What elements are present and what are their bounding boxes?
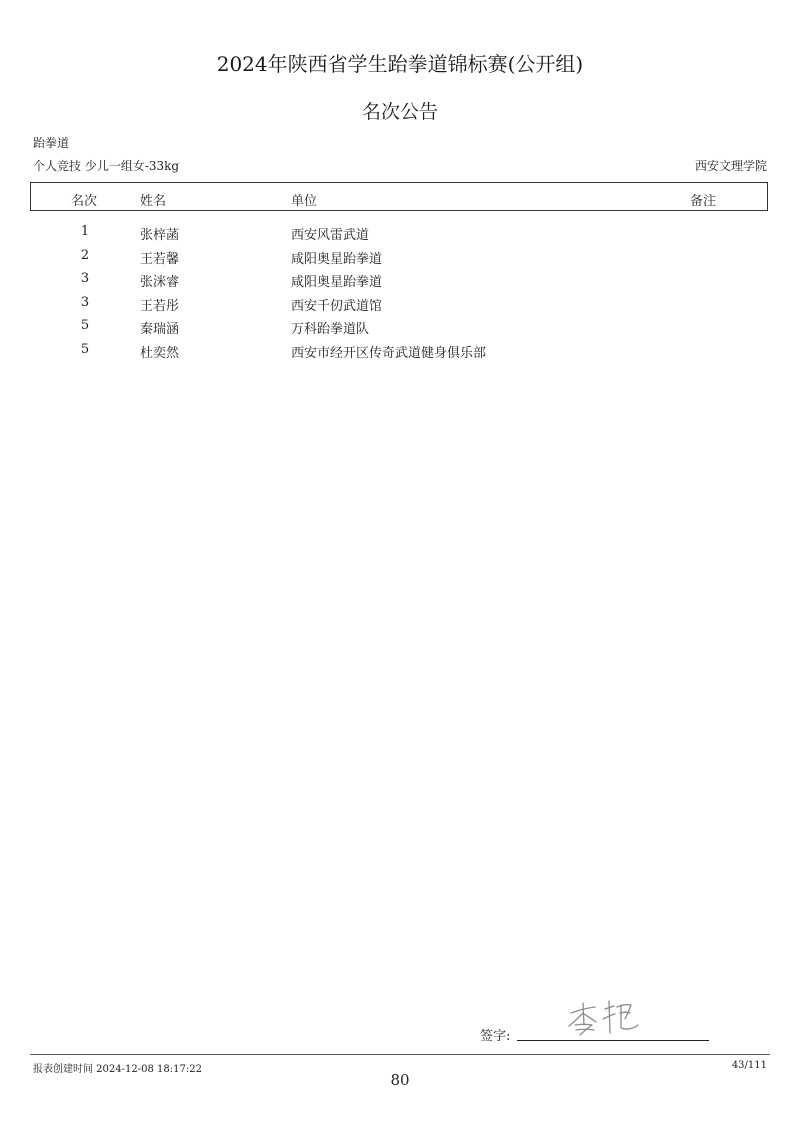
- column-header-note: 备注: [690, 194, 717, 209]
- page-count: 43/111: [731, 1060, 767, 1071]
- name-cell: 杜奕然: [140, 345, 180, 361]
- table-row: [0, 342, 800, 365]
- venue-label: 西安文理学院: [694, 159, 767, 173]
- column-header-unit: 单位: [291, 194, 318, 209]
- table-row: [0, 295, 800, 318]
- column-header-rank: 名次: [71, 194, 98, 209]
- page-number: 80: [390, 1071, 410, 1089]
- report-created-time: 报表创建时间 2024-12-08 18:17:22: [33, 1064, 202, 1075]
- unit-cell: 咸阳奥星跆拳道: [291, 251, 383, 267]
- document-subtitle: 名次公告: [361, 101, 438, 123]
- unit-cell: 西安风雷武道: [291, 228, 370, 243]
- name-cell: 张梓菡: [140, 228, 180, 243]
- column-header-name: 姓名: [140, 194, 167, 209]
- signature-line: [517, 1040, 709, 1041]
- document-title: 2024年陕西省学生跆拳道锦标赛(公开组): [216, 52, 584, 76]
- rank-cell: 2: [80, 247, 90, 263]
- name-cell: 秦瑞涵: [140, 322, 180, 337]
- rank-cell: 3: [80, 271, 90, 286]
- name-cell: 王若彤: [140, 298, 180, 314]
- unit-cell: 万科跆拳道队: [291, 322, 370, 337]
- sport-label: 跆拳道: [33, 136, 70, 150]
- signature-label: 签字:: [480, 1029, 511, 1044]
- event-label: 个人竞技 少儿一组女-33kg: [33, 159, 180, 173]
- name-cell: 张洣睿: [140, 275, 180, 290]
- unit-cell: 西安千仞武道馆: [291, 298, 383, 314]
- unit-cell: 西安市经开区传奇武道健身俱乐部: [291, 345, 487, 361]
- unit-cell: 咸阳奥星跆拳道: [291, 275, 383, 290]
- rank-cell: 5: [80, 341, 90, 357]
- footer-divider: [30, 1054, 770, 1055]
- rank-cell: 3: [80, 294, 90, 310]
- table-row: [0, 224, 800, 247]
- table-row: [0, 271, 800, 294]
- rank-cell: 1: [80, 224, 90, 239]
- rank-cell: 5: [80, 318, 90, 333]
- table-row: [0, 318, 800, 341]
- table-row: [0, 248, 800, 271]
- name-cell: 王若馨: [140, 251, 180, 267]
- signature-image: [565, 995, 645, 1044]
